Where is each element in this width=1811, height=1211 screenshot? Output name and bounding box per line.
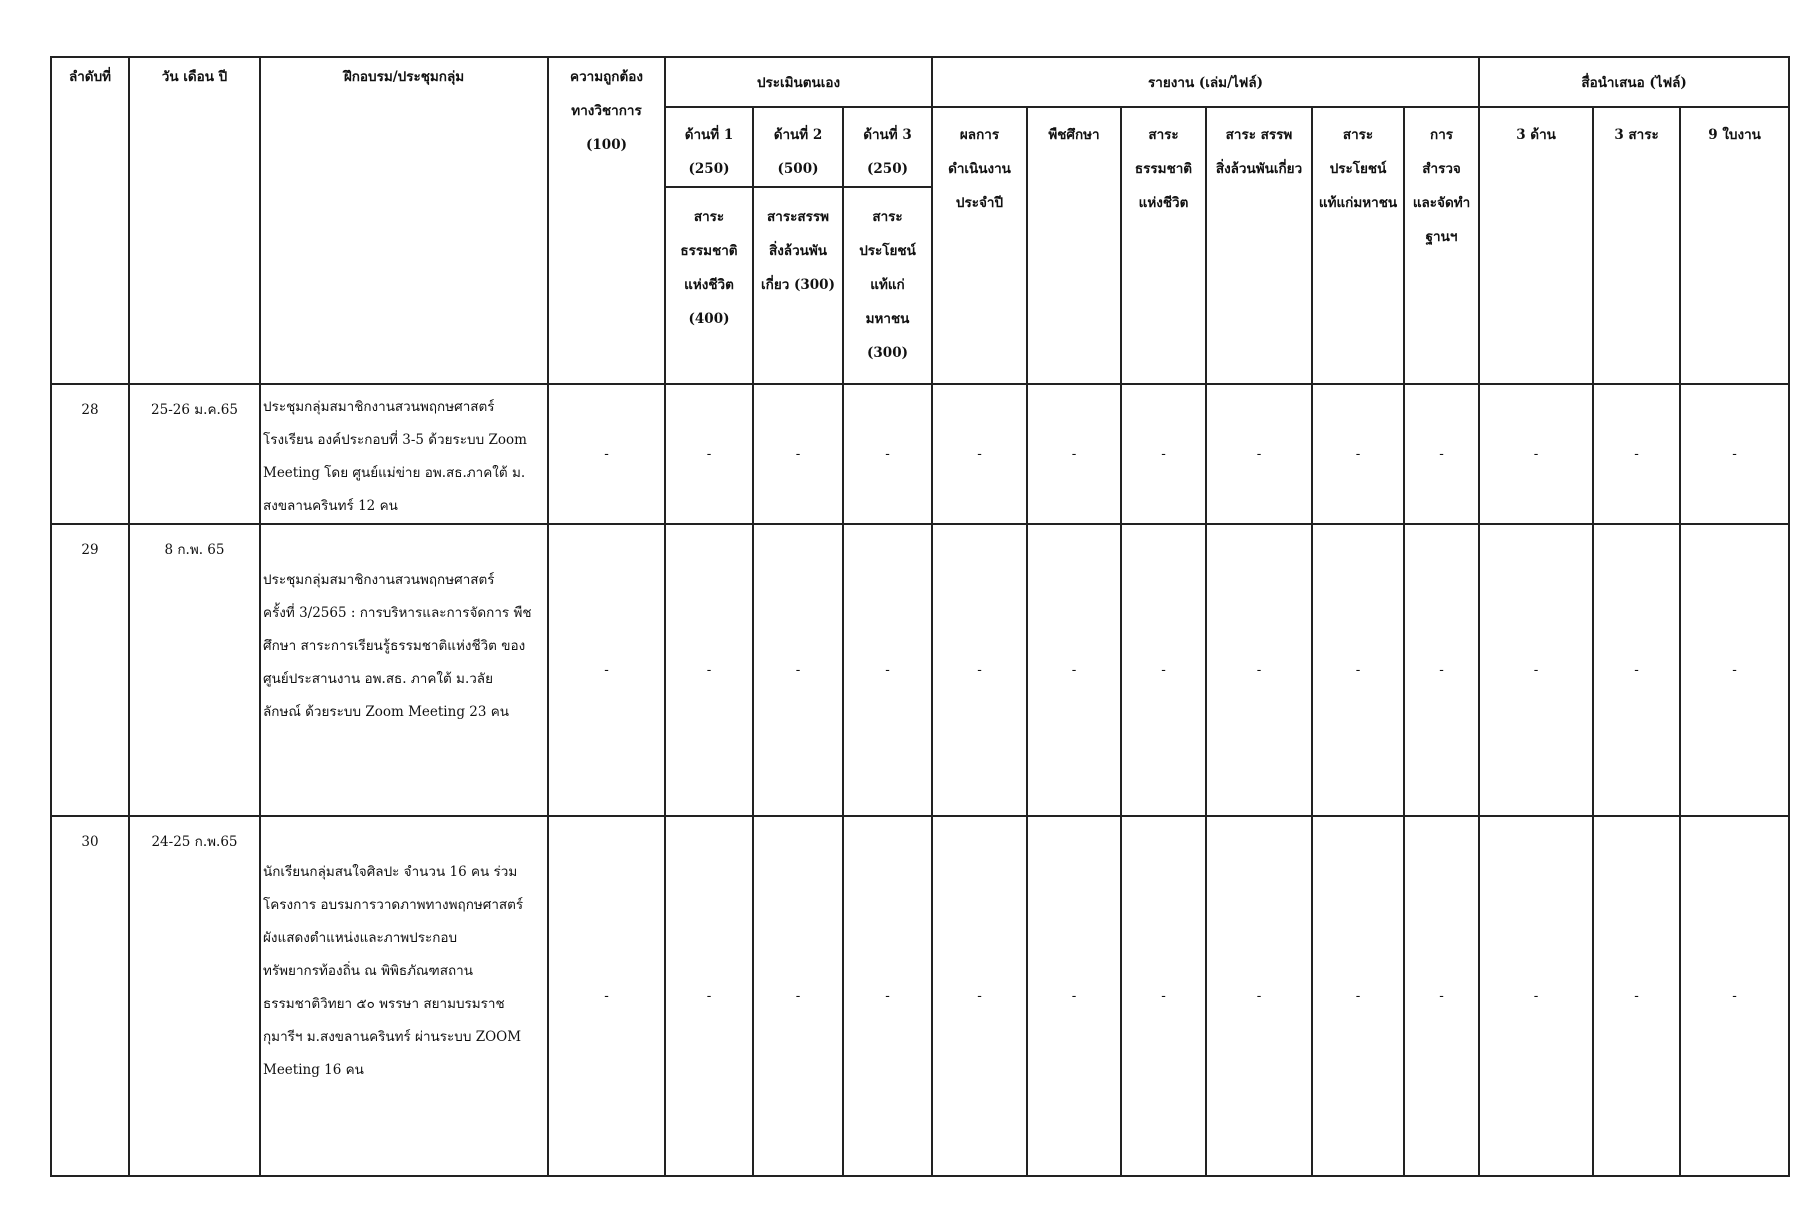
- header-report-related: สาระ สรรพ สิ่งล้วนพันเกี่ยว: [1206, 107, 1312, 384]
- table-row: [51, 524, 1789, 816]
- header-report-result: ผลการ ดำเนินงาน ประจำปี: [932, 107, 1027, 384]
- header-report-plant: พืชศึกษา: [1027, 107, 1121, 384]
- row-date: 25-26 ม.ค.65: [129, 384, 260, 524]
- cell-report-survey: -: [1404, 816, 1479, 1176]
- cell-accuracy: -: [548, 384, 665, 524]
- cell-accuracy: -: [548, 524, 665, 816]
- cell-accuracy: -: [548, 816, 665, 1176]
- cell-media-9-cert: -: [1680, 524, 1789, 816]
- header-aspect-3: ด้านที่ 3 (250): [843, 107, 932, 187]
- header-topic-3: สาระ ประโยชน์ แท้แก่ มหาชน (300): [843, 187, 932, 384]
- table-row: [51, 816, 1789, 1176]
- cell-report-nature: -: [1121, 384, 1206, 524]
- cell-report-plant: -: [1027, 524, 1121, 816]
- cell-report-related: -: [1206, 384, 1312, 524]
- row-number: 29: [51, 524, 129, 816]
- table-row: [51, 384, 1789, 524]
- header-report-nature: สาระ ธรรมชาติ แห่งชีวิต: [1121, 107, 1206, 384]
- cell-report-survey: -: [1404, 384, 1479, 524]
- cell-report-plant: -: [1027, 384, 1121, 524]
- cell-report-survey: -: [1404, 524, 1479, 816]
- cell-report-benefit: -: [1312, 384, 1404, 524]
- cell-media-9-cert: -: [1680, 816, 1789, 1176]
- header-row-1: [51, 57, 1789, 107]
- header-order: ลำดับที่: [51, 57, 129, 384]
- cell-report-plant: -: [1027, 816, 1121, 1176]
- row-date: 24-25 ก.พ.65: [129, 816, 260, 1176]
- header-media-3-aspects: 3 ด้าน: [1479, 107, 1593, 384]
- header-media: สื่อนำเสนอ (ไฟล์): [1479, 57, 1789, 107]
- cell-media-3-aspects: -: [1479, 384, 1593, 524]
- activity-table: [50, 56, 1790, 1177]
- cell-self-eval-1: -: [665, 384, 753, 524]
- cell-self-eval-2: -: [753, 384, 843, 524]
- cell-report-nature: -: [1121, 816, 1206, 1176]
- header-self-eval: ประเมินตนเอง: [665, 57, 932, 107]
- cell-self-eval-1: -: [665, 816, 753, 1176]
- header-report: รายงาน (เล่ม/ไฟล์): [932, 57, 1479, 107]
- header-media-9-cert: 9 ใบงาน: [1680, 107, 1789, 384]
- header-date: วัน เดือน ปี: [129, 57, 260, 384]
- row-description: ประชุมกลุ่มสมาชิกงานสวนพฤกษศาสตร์ โรงเรียน องค์ประกอบที่ 3-5 ด้วยระบบ Zoom Meeting โดย ศูนย์แม่ข่าย อพ.สธ.ภาคใต้ ม. สงขลานครินทร์ 12 คน: [260, 384, 548, 524]
- row-description: ประชุมกลุ่มสมาชิกงานสวนพฤกษศาสตร์ ครั้งที่ 3/2565 : การบริหารและการจัดการ พืช ศึกษา สาระการเรียนรู้ธรรมชาติแห่งชีวิต ของ ศูนย์ประสานงาน อพ.สธ. ภาคใต้ ม.วลัย ลักษณ์ ด้วยระบบ Zoom Meeting 23 คน: [260, 524, 548, 816]
- row-number: 28: [51, 384, 129, 524]
- header-report-benefit: สาระ ประโยชน์ แท้แก่มหาชน: [1312, 107, 1404, 384]
- header-topic-1: สาระ ธรรมชาติ แห่งชีวิต (400): [665, 187, 753, 384]
- cell-self-eval-3: -: [843, 816, 932, 1176]
- cell-report-benefit: -: [1312, 524, 1404, 816]
- header-activity: ฝึกอบรม/ประชุมกลุ่ม: [260, 57, 548, 384]
- cell-media-3-topics: -: [1593, 524, 1680, 816]
- cell-media-3-aspects: -: [1479, 524, 1593, 816]
- cell-report-nature: -: [1121, 524, 1206, 816]
- header-topic-2: สาระสรรพ สิ่งล้วนพัน เกี่ยว (300): [753, 187, 843, 384]
- row-description: นักเรียนกลุ่มสนใจศิลปะ จำนวน 16 คน ร่วม โครงการ อบรมการวาดภาพทางพฤกษศาสตร์ ผังแสดงตำแหน่งและภาพประกอบ ทรัพยากรท้องถิ่น ณ พิพิธภัณฑสถาน ธรรมชาติวิทยา ๕๐ พรรษา สยามบรมราช กุมารีฯ ม.สงขลานครินทร์ ผ่านระบบ ZOOM Meeting 16 คน: [260, 816, 548, 1176]
- cell-report-result: -: [932, 816, 1027, 1176]
- cell-media-3-aspects: -: [1479, 816, 1593, 1176]
- cell-report-result: -: [932, 384, 1027, 524]
- cell-self-eval-1: -: [665, 524, 753, 816]
- header-aspect-2: ด้านที่ 2 (500): [753, 107, 843, 187]
- cell-self-eval-3: -: [843, 384, 932, 524]
- row-number: 30: [51, 816, 129, 1176]
- cell-self-eval-2: -: [753, 816, 843, 1176]
- header-report-survey: การ สำรวจ และจัดทำ ฐานฯ: [1404, 107, 1479, 384]
- header-media-3-topics: 3 สาระ: [1593, 107, 1680, 384]
- cell-report-related: -: [1206, 524, 1312, 816]
- cell-self-eval-3: -: [843, 524, 932, 816]
- cell-report-related: -: [1206, 816, 1312, 1176]
- cell-self-eval-2: -: [753, 524, 843, 816]
- cell-report-result: -: [932, 524, 1027, 816]
- row-date: 8 ก.พ. 65: [129, 524, 260, 816]
- cell-media-3-topics: -: [1593, 816, 1680, 1176]
- header-accuracy: ความถูกต้อง ทางวิชาการ (100): [548, 57, 665, 384]
- header-aspect-1: ด้านที่ 1 (250): [665, 107, 753, 187]
- cell-media-3-topics: -: [1593, 384, 1680, 524]
- cell-report-benefit: -: [1312, 816, 1404, 1176]
- cell-media-9-cert: -: [1680, 384, 1789, 524]
